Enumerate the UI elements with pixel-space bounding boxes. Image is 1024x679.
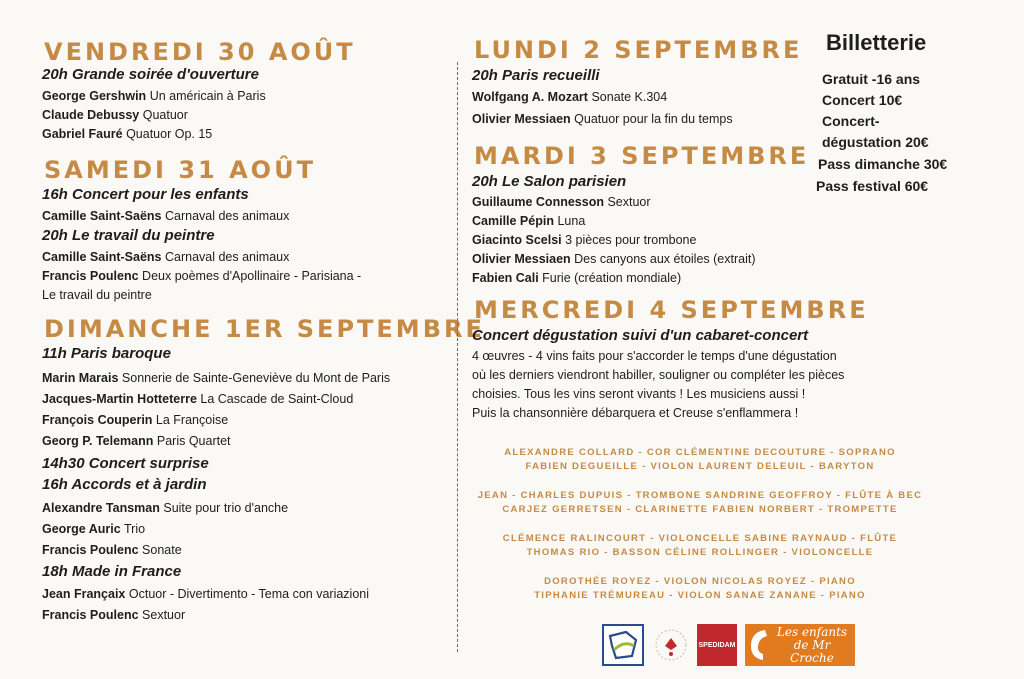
musician-line: JEAN - CHARLES DUPUIS - TROMBONE SANDRINE GEOFFROY - FLÛTE À BEC: [477, 490, 923, 501]
enfants-mr-croche-logo: [745, 624, 855, 666]
event-description-line: 4 œuvres - 4 vins faits pour s'accorder le temps d'une dégustation: [472, 349, 837, 363]
day-title: MARDI 3 SEPTEMBRE: [474, 142, 810, 170]
program-line: Wolfgang A. Mozart Sonate K.304: [472, 90, 668, 104]
event-heading: 18h Made in France: [42, 563, 182, 580]
price-line: dégustation 20€: [822, 134, 929, 150]
program-line: Jean Françaix Octuor - Divertimento - Tema con variazioni: [42, 587, 370, 601]
program-line: Francis Poulenc Sonate: [42, 543, 182, 557]
enfants-mr-croche-text: Les enfants de Mr Croche: [776, 624, 848, 665]
day-title: LUNDI 2 SEPTEMBRE: [474, 36, 803, 64]
program-line: Georg P. Telemann Paris Quartet: [42, 434, 231, 448]
creuse-map-logo: [602, 624, 644, 666]
program-line: Jacques-Martin Hotteterre La Cascade de Saint-Cloud: [42, 392, 354, 406]
program-line: Claude Debussy Quatuor: [42, 108, 188, 122]
day-title: VENDREDI 30 AOÛT: [44, 38, 356, 66]
program-line: Francis Poulenc Deux poèmes d'Apollinaire - Parisiana -: [42, 269, 362, 283]
musician-line: TIPHANIE TRÉMUREAU - VIOLON SANAE ZANANE - PIANO: [534, 590, 866, 601]
event-heading: 11h Paris baroque: [42, 345, 171, 362]
seal-icon: [652, 624, 690, 666]
musician-line: THOMAS RIO - BASSON CÉLINE ROLLINGER - VIOLONCELLE: [526, 547, 874, 558]
price-line: Gratuit -16 ans: [822, 71, 921, 87]
event-description-line: choisies. Tous les vins seront vivants ! Les musiciens aussi !: [472, 387, 806, 401]
program-line: Camille Pépin Luna: [472, 214, 586, 228]
musician-line: ALEXANDRE COLLARD - COR CLÉMENTINE DECOUTURE - SOPRANO: [504, 447, 896, 458]
spedidam-logo-text: SPEDIDAM: [698, 641, 736, 649]
program-line: Camille Saint-Saëns Carnaval des animaux: [42, 209, 290, 223]
musician-line: FABIEN DEGUEILLE - VIOLON LAURENT DELEUIL - BARYTON: [525, 461, 875, 472]
price-line: Concert-: [822, 113, 880, 129]
event-description-line: Puis la chansonnière débarquera et Creuse s'enflammera !: [472, 406, 799, 420]
event-heading: 16h Accords et à jardin: [42, 476, 207, 493]
program-line: Alexandre Tansman Suite pour trio d'anche: [42, 501, 289, 515]
event-heading: 16h Concert pour les enfants: [42, 186, 249, 203]
event-heading: 20h Grande soirée d'ouverture: [42, 66, 259, 83]
program-line: François Couperin La Françoise: [42, 413, 229, 427]
price-line: Pass dimanche 30€: [818, 156, 948, 172]
event-heading: 20h Le travail du peintre: [42, 227, 215, 244]
event-heading: 20h Paris recueilli: [472, 67, 600, 84]
program-line: George Gershwin Un américain à Paris: [42, 89, 266, 103]
musician-line: CLÉMENCE RALINCOURT - VIOLONCELLE SABINE RAYNAUD - FLÛTE: [502, 533, 898, 544]
program-line: Olivier Messiaen Quatuor pour la fin du temps: [472, 112, 733, 126]
spedidam-logo: [697, 624, 737, 666]
red-seal-logo: [652, 624, 690, 666]
event-heading: 20h Le Salon parisien: [472, 173, 627, 190]
program-line: Giacinto Scelsi 3 pièces pour trombone: [472, 233, 697, 247]
billetterie-title: Billetterie: [826, 30, 927, 55]
musician-line: CARJEZ GERRETSEN - CLARINETTE FABIEN NORBERT - TROMPETTE: [502, 504, 898, 515]
musician-line: DOROTHÉE ROYEZ - VIOLON NICOLAS ROYEZ - PIANO: [544, 576, 856, 587]
program-line: Le travail du peintre: [42, 288, 152, 302]
day-title: MERCREDI 4 SEPTEMBRE: [474, 296, 869, 324]
program-line: Gabriel Fauré Quatuor Op. 15: [42, 127, 213, 141]
program-line: Francis Poulenc Sextuor: [42, 608, 186, 622]
event-description-line: où les derniers viendront habiller, souligner ou compléter les pièces: [472, 368, 845, 382]
day-title: SAMEDI 31 AOÛT: [44, 156, 316, 184]
column-divider: [457, 62, 458, 652]
program-line: Olivier Messiaen Des canyons aux étoiles (extrait): [472, 252, 756, 266]
event-heading: Concert dégustation suivi d'un cabaret-concert: [472, 327, 809, 344]
program-line: George Auric Trio: [42, 522, 146, 536]
face-profile-icon: [745, 624, 773, 666]
program-line: Camille Saint-Saëns Carnaval des animaux: [42, 250, 290, 264]
price-line: Concert 10€: [822, 92, 903, 108]
price-line: Pass festival 60€: [816, 178, 929, 194]
map-icon: [604, 626, 642, 664]
event-heading: 14h30 Concert surprise: [42, 455, 209, 472]
program-line: Marin Marais Sonnerie de Sainte-Geneviève du Mont de Paris: [42, 371, 391, 385]
program-line: Fabien Cali Furie (création mondiale): [472, 271, 682, 285]
program-line: Guillaume Connesson Sextuor: [472, 195, 651, 209]
day-title: DIMANCHE 1ER SEPTEMBRE: [44, 315, 485, 343]
